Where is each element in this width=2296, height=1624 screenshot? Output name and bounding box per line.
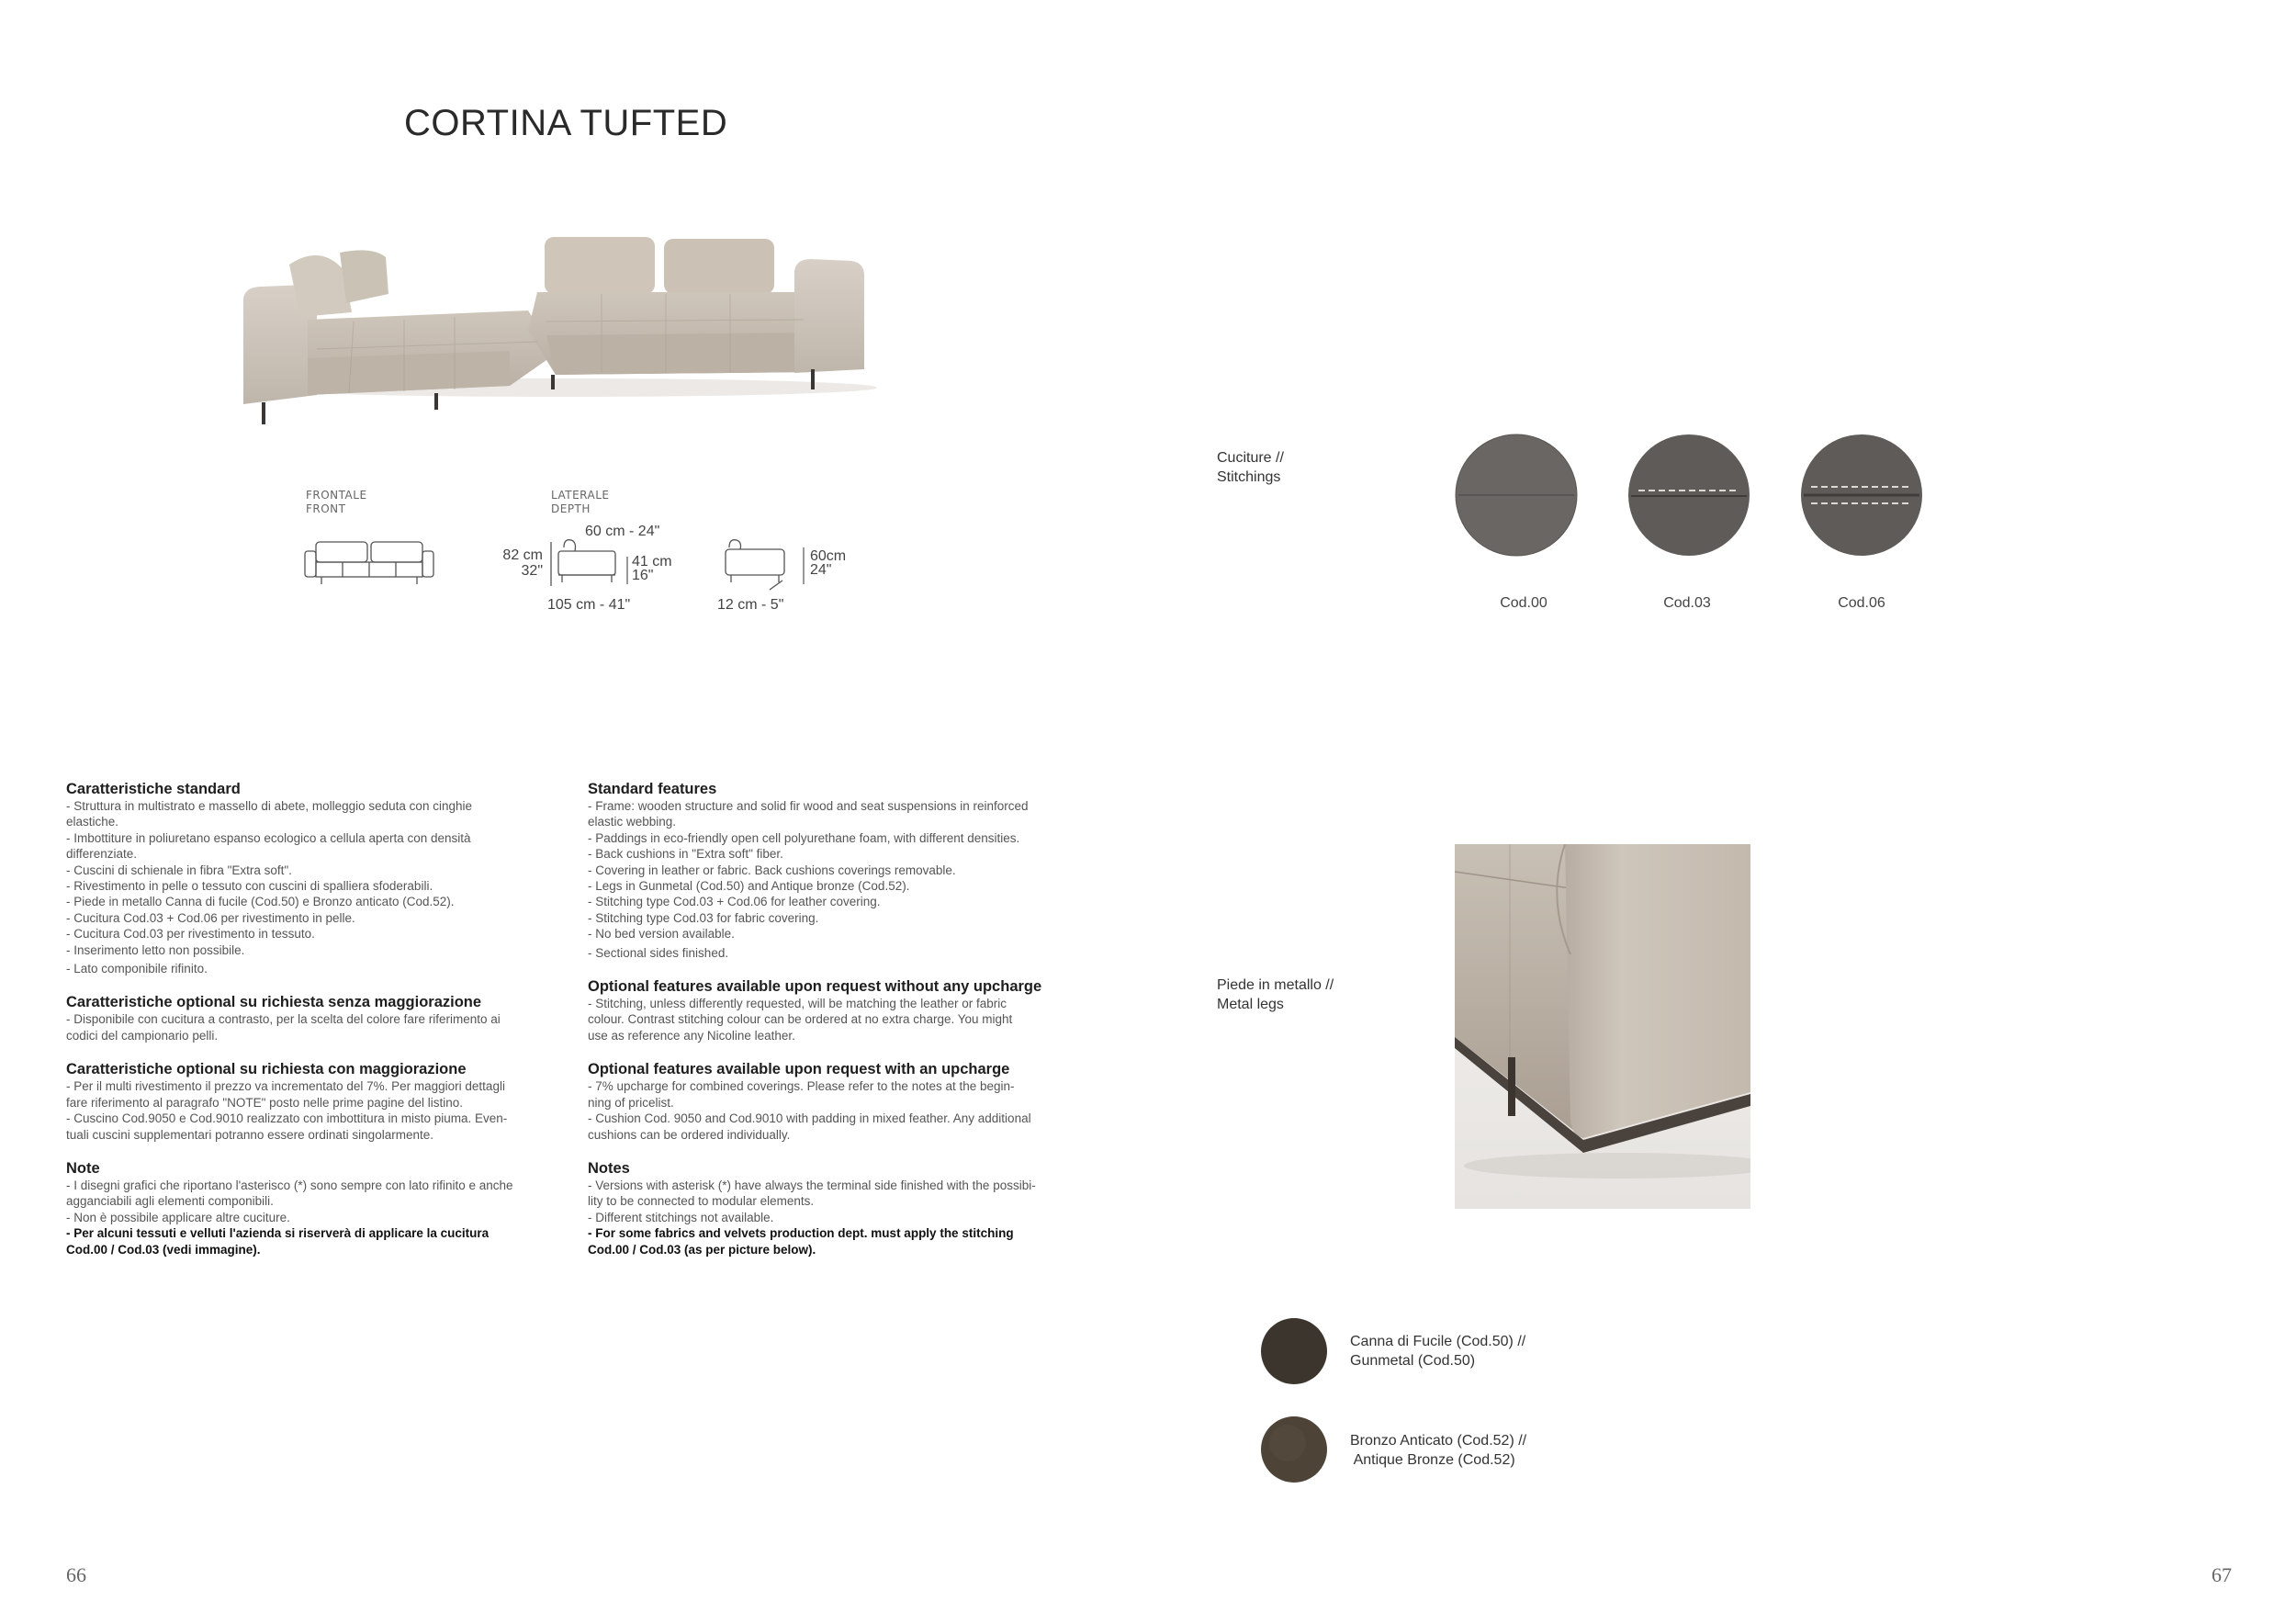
dim-seat-height: 41 cm 16" (632, 554, 672, 583)
stitch-code-0: Cod.00 (1500, 595, 1548, 611)
stitch-swatch-cod00 (1455, 434, 1578, 557)
dim-arm-height: 60cm 24" (810, 548, 847, 578)
stitchings-label: Cuciture // Stitchings (1217, 450, 1284, 485)
en-notes: Notes - Versions with asterisk (*) have always the terminal side finished with the possibi- lity to be connected to modular elements. - Different stitchings not available. - For some fabrics and velvets production dept. must apply the stitching Cod.00 / Cod.03 (as per picture below). (588, 1159, 1036, 1257)
front-label: FRONTALE FRONT (306, 489, 367, 515)
en-standard: Standard features - Frame: wooden structure and solid fir wood and seat suspensions in reinforced elastic webbing. - Paddings in eco-friendly open cell polyurethane foam, with different densities. - Back cushions in "Extra soft" fiber. - Covering in leather or fabric. Back cushions coverings removable. - Legs in Gunmetal (Cod.50) and Antique bronze (Cod.52). - Stitching type Cod.03 + Cod.06 for leather covering. - Stitching type Cod.03 for fabric covering. - No bed version available. - Sectional sides finished. (588, 781, 1029, 960)
stitch-code-1: Cod.03 (1663, 595, 1711, 611)
front-diagram (301, 538, 437, 586)
stitch-swatch-cod06 (1800, 434, 1923, 557)
side-label: LATERALE DEPTH (551, 489, 610, 515)
en-optional-upcharge: Optional features available upon request with an upcharge - 7% upcharge for combined coverings. Please refer to the notes at the begin- ning of pricelist. - Cushion Cod. 9050 and Cod.9010 with padding in mixed feather. Any additional cushions can be ordered individually. (588, 1061, 1031, 1142)
dim-height: 82 cm 32" (502, 547, 543, 579)
sofa-image (234, 230, 877, 427)
english-specs (588, 781, 1088, 1275)
page-number-right: 67 (2212, 1563, 2232, 1586)
dim-seat-depth: 60 cm - 24" (585, 524, 660, 539)
arm-height-tick (801, 547, 806, 584)
leg-detail-photo (1455, 844, 1750, 1209)
leg-finish-swatch-gunmetal (1260, 1317, 1328, 1385)
page-number-left: 66 (66, 1563, 86, 1586)
arm-diagram (722, 536, 795, 593)
side-diagram (549, 536, 623, 593)
page-title: CORTINA TUFTED (404, 103, 728, 143)
seat-height-tick (625, 557, 630, 584)
leg-finish-swatch-bronze (1260, 1415, 1328, 1483)
leg-finish-bronze-label: Bronzo Anticato (Cod.52) // Antique Bronze (Cod.52) (1350, 1433, 1527, 1468)
en-optional-free: Optional features available upon request without any upcharge - Stitching, unless differently requested, will be matching the leather or fabric colour. Contrast stitching colour can be ordered at no extra charge. You might use as reference any Nicoline leather. (588, 978, 1042, 1043)
dim-arm-width: 12 cm - 5" (717, 597, 784, 613)
it-notes: Note - I disegni grafici che riportano l'asterisco (*) sono sempre con lato rifinito e anche agganciabili agli elementi componibili. - Non è possibile applicare altre cuciture. - Per alcuni tessuti e velluti l'azienda si riserverà di applicare la cucitura Cod.00 / Cod.03 (vedi immagine). (66, 1159, 513, 1257)
it-optional-upcharge: Caratteristiche optional su richiesta con maggiorazione - Per il multi rivestimento il prezzo va incrementato del 7%. Per maggiori dettagli fare riferimento al paragrafo "NOTE" posto nelle prime pagine del listino. - Cuscino Cod.9050 e Cod.9010 realizzato con imbottitura in misto piuma. Even- tuali cuscini supplementari potranno essere ordinati singolarmente. (66, 1061, 508, 1142)
it-optional-free: Caratteristiche optional su richiesta senza maggiorazione - Disponibile con cucitura a contrasto, per la scelta del colore fare riferimento ai codici del campionario pelli. (66, 994, 501, 1043)
italian-specs (66, 781, 567, 1275)
dim-depth: 105 cm - 41" (547, 597, 631, 613)
stitch-swatch-cod03 (1627, 434, 1750, 557)
leg-finish-gunmetal-label: Canna di Fucile (Cod.50) // Gunmetal (Cod.50) (1350, 1334, 1526, 1369)
metal-legs-label: Piede in metallo // Metal legs (1217, 977, 1334, 1012)
it-standard: Caratteristiche standard - Struttura in multistrato e massello di abete, molleggio seduta con cinghie elastiche. - Imbottiture in poliuretano espanso ecologico a cellula aperta con densità differenziate. - Cuscini di schienale in fibra "Extra soft". - Rivestimento in pelle o tessuto con cuscini di spalliera sfoderabili. - Piede in metallo Canna di fucile (Cod.50) e Bronzo anticato (Cod.52). - Cucitura Cod.03 + Cod.06 per rivestimento in pelle. - Cucitura Cod.03 per rivestimento in tessuto. - Inserimento letto non possibile. - Lato componibile rifinito. (66, 781, 472, 976)
stitch-code-2: Cod.06 (1838, 595, 1885, 611)
